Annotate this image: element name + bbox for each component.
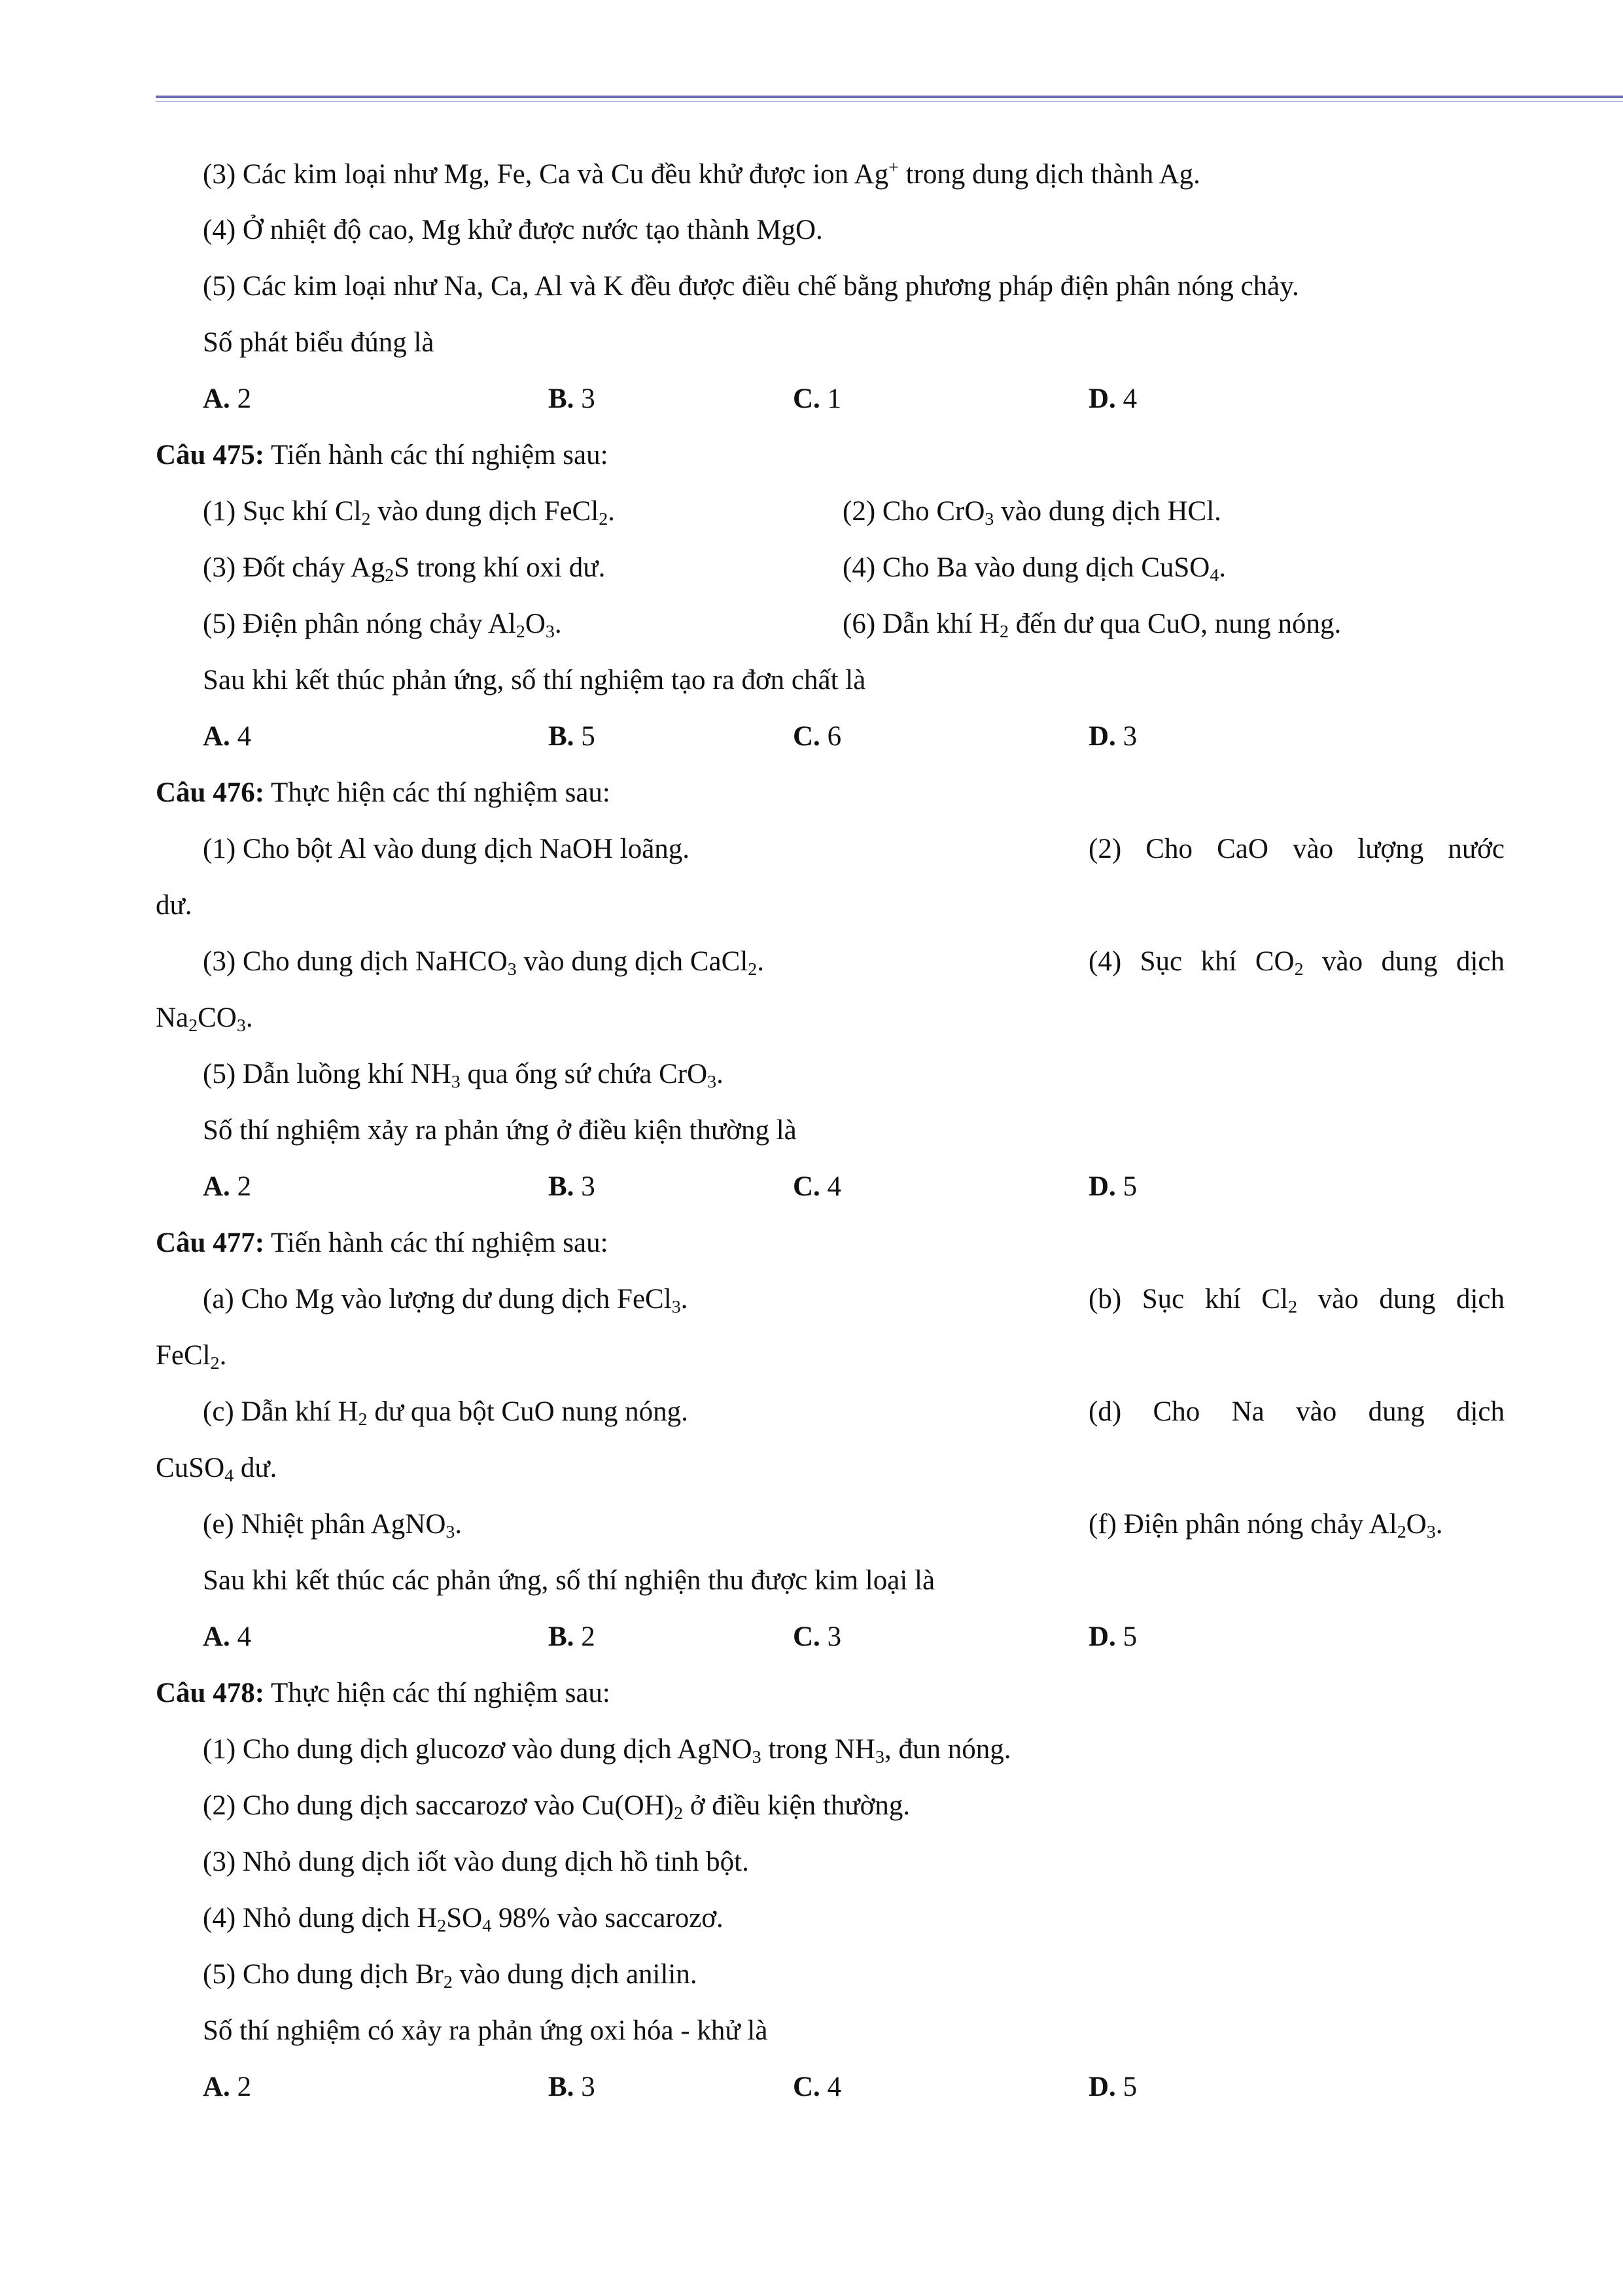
option-d[interactable]: D. 5	[1089, 1171, 1138, 1202]
option-a[interactable]: A. 4	[203, 721, 252, 752]
option-a[interactable]: A. 2	[203, 2072, 252, 2102]
question-478-title: Câu 478: Thực hiện các thí nghiệm sau:	[156, 1678, 610, 1708]
experiment-5: (5) Điện phân nóng chảy $Al_2O_3$.	[203, 609, 562, 642]
option-d[interactable]: D. 3	[1089, 721, 1138, 752]
experiment-b-continued: FeCl$_2$.	[156, 1340, 227, 1373]
experiment-e: (e) Nhiệt phân AgNO$_3$.	[203, 1509, 462, 1542]
option-a[interactable]: A. 2	[203, 383, 252, 414]
option-c[interactable]: C. 4	[793, 2072, 842, 2102]
experiment-d: (d) Cho Na vào dung dịch	[1089, 1396, 1505, 1427]
option-b[interactable]: B. 3	[548, 2072, 595, 2102]
experiment-c: (c) Dẫn khí $H_2$ dư qua bột CuO nung nóng.	[203, 1396, 688, 1430]
experiment-2-continued: dư.	[156, 890, 192, 921]
question-prompt: Số thí nghiệm xảy ra phản ứng ở điều kiện thường là	[203, 1115, 797, 1146]
experiment-4: (4) Cho Ba vào dung dịch CuSO$_4$.	[843, 552, 1227, 586]
question-475-title: Câu 475: Tiến hành các thí nghiệm sau:	[156, 440, 608, 470]
option-c[interactable]: C. 6	[793, 721, 842, 752]
option-c[interactable]: C. 1	[793, 383, 842, 414]
experiment-5: (5) Cho dung dịch $Br_2$ vào dung dịch anilin.	[203, 1959, 697, 1992]
statement-5: (5) Các kim loại như Na, Ca, Al và K đều được điều chế bằng phương pháp điện phân nóng chảy.	[203, 271, 1299, 302]
question-prompt: Sau khi kết thúc các phản ứng, số thí nghiện thu được kim loại là	[203, 1565, 935, 1596]
statement-4: (4) Ở nhiệt độ cao, Mg khử được nước tạo thành MgO.	[203, 215, 823, 245]
question-prompt: Sau khi kết thúc phản ứng, số thí nghiệm tạo ra đơn chất là	[203, 665, 866, 696]
experiment-2: (2) Cho CaO vào lượng nước	[1089, 834, 1505, 864]
question-477-title: Câu 477: Tiến hành các thí nghiệm sau:	[156, 1227, 608, 1258]
option-b[interactable]: B. 3	[548, 1171, 595, 1202]
option-b[interactable]: B. 2	[548, 1621, 595, 1652]
option-a[interactable]: A. 4	[203, 1621, 252, 1652]
option-b[interactable]: B. 3	[548, 383, 595, 414]
option-d[interactable]: D. 5	[1089, 2072, 1138, 2102]
option-a[interactable]: A. 2	[203, 1171, 252, 1202]
option-c[interactable]: C. 4	[793, 1171, 842, 1202]
option-d[interactable]: D. 5	[1089, 1621, 1138, 1652]
question-prompt: Số phát biểu đúng là	[203, 327, 434, 358]
experiment-4: (4) Sục khí $CO_2$ vào dung dịch	[1089, 946, 1505, 980]
experiment-d-continued: CuSO$_4$ dư.	[156, 1453, 277, 1486]
statement-3: (3) Các kim loại như Mg, Fe, Ca và Cu đều khử được ion Ag+ trong dung dịch thành Ag.	[203, 157, 1200, 190]
experiment-3: (3) Đốt cháy $Ag_2S$ trong khí oxi dư.	[203, 552, 606, 586]
experiment-a: (a) Cho Mg vào lượng dư dung dịch FeCl$_3$.	[203, 1284, 688, 1317]
experiment-4: (4) Nhỏ dung dịch $H_2SO_4$ 98% vào saccarozơ.	[203, 1903, 724, 1936]
experiment-4-continued: $Na_2CO_3$.	[156, 1002, 253, 1036]
experiment-1: (1) Sục khí $Cl_2$ vào dung dịch FeCl$_2$.	[203, 496, 615, 529]
experiment-1: (1) Cho bột Al vào dung dịch NaOH loãng.	[203, 834, 690, 864]
question-prompt: Số thí nghiệm có xảy ra phản ứng oxi hóa - khử là	[203, 2015, 768, 2046]
experiment-3: (3) Cho dung dịch NaHCO$_3$ vào dung dịch CaCl$_2$.	[203, 946, 764, 980]
header-rule	[156, 96, 1623, 98]
experiment-f: (f) Điện phân nóng chảy $Al_2O_3$.	[1089, 1509, 1443, 1542]
experiment-1: (1) Cho dung dịch glucozơ vào dung dịch AgNO$_3$ trong $NH_3$, đun nóng.	[203, 1734, 1011, 1767]
option-d[interactable]: D. 4	[1089, 383, 1138, 414]
experiment-6: (6) Dẫn khí $H_2$ đến dư qua CuO, nung nóng.	[843, 609, 1342, 642]
experiment-b: (b) Sục khí $Cl_2$ vào dung dịch	[1089, 1284, 1505, 1317]
experiment-2: (2) Cho dung dịch saccarozơ vào $Cu(OH)_2$ ở điều kiện thường.	[203, 1790, 911, 1824]
experiment-2: (2) Cho CrO$_3$ vào dung dịch HCl.	[843, 496, 1221, 529]
option-b[interactable]: B. 5	[548, 721, 595, 752]
header-rule-thin	[156, 101, 1623, 102]
question-476-title: Câu 476: Thực hiện các thí nghiệm sau:	[156, 777, 610, 808]
experiment-3: (3) Nhỏ dung dịch iốt vào dung dịch hồ tinh bột.	[203, 1846, 749, 1877]
option-c[interactable]: C. 3	[793, 1621, 842, 1652]
experiment-5: (5) Dẫn luồng khí $NH_3$ qua ống sứ chứa CrO$_3$.	[203, 1059, 724, 1092]
